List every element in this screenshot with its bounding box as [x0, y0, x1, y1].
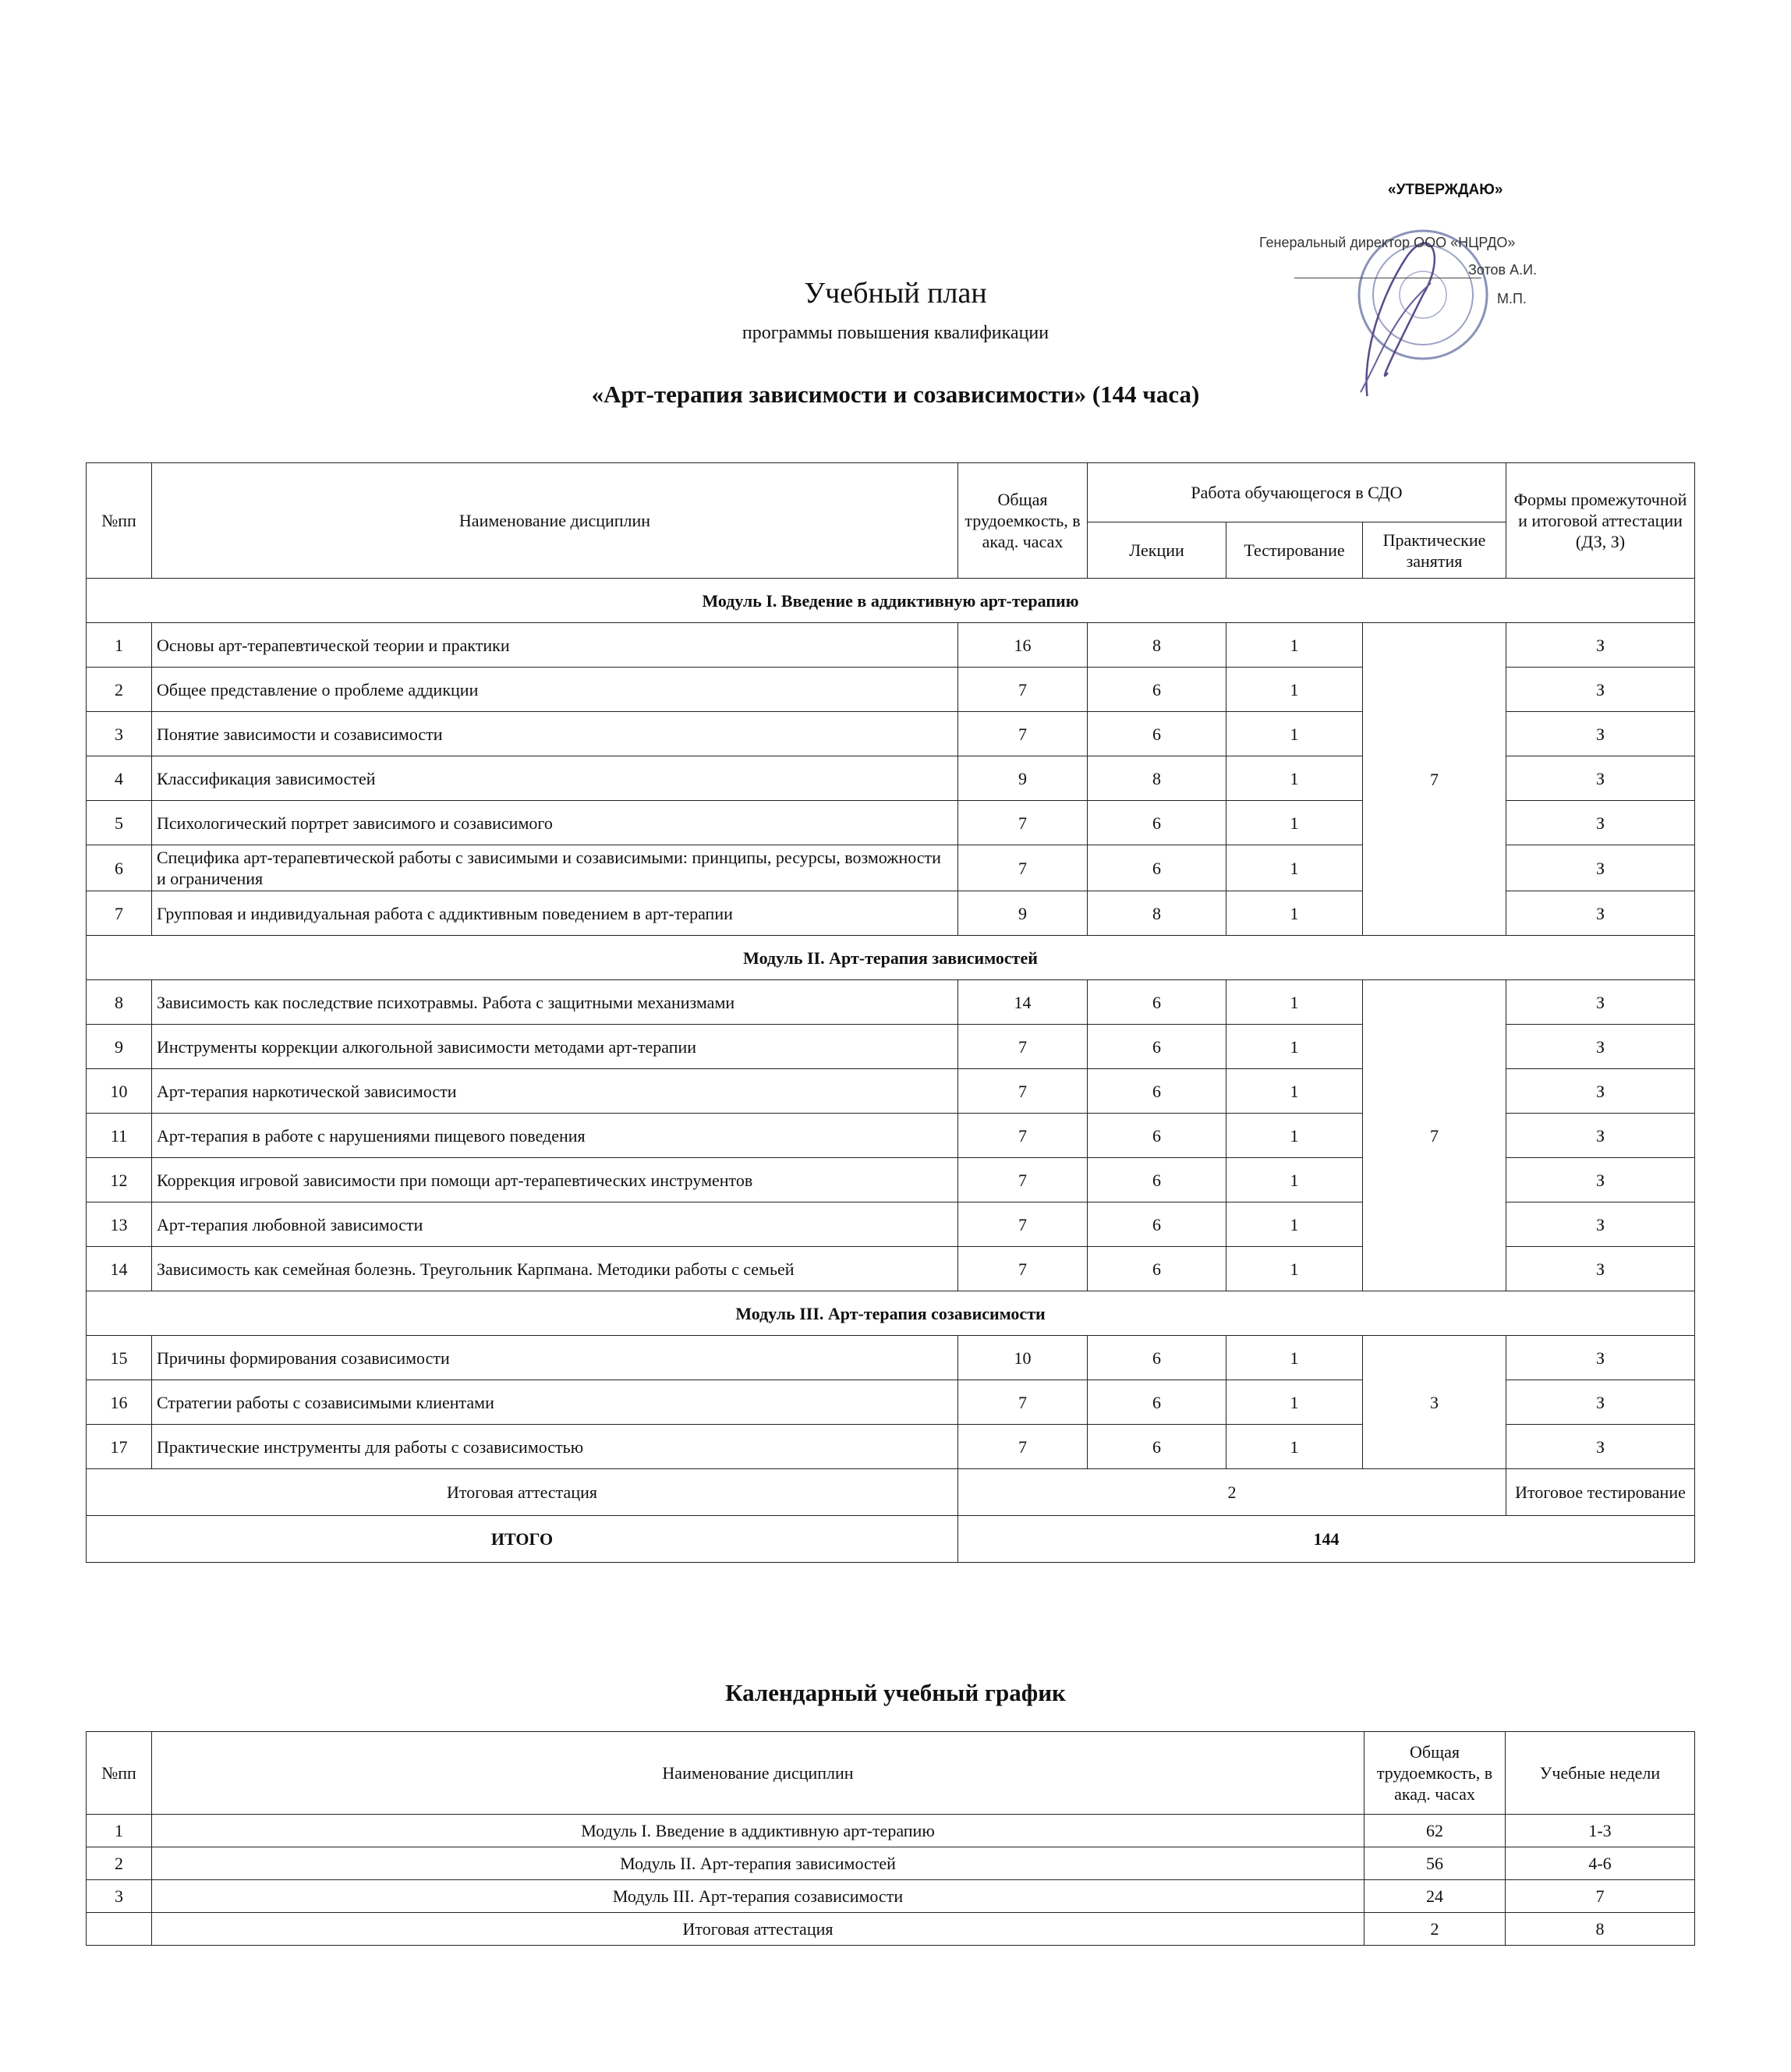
- form-cell: З: [1506, 845, 1695, 891]
- total-hours-cell: 7: [958, 668, 1088, 712]
- table-row: [87, 1880, 1695, 1913]
- document-title: Учебный план: [804, 277, 987, 310]
- form-cell: З: [1506, 1380, 1695, 1425]
- row-number: 11: [87, 1114, 152, 1158]
- testing-cell: 1: [1226, 891, 1363, 936]
- table-row: [87, 1847, 1695, 1880]
- approve-name: Зотов А.И.: [1468, 262, 1538, 278]
- testing-cell: 1: [1226, 1202, 1363, 1247]
- lectures-cell: 6: [1088, 1025, 1226, 1069]
- cal-weeks: 4-6: [1506, 1847, 1695, 1880]
- calendar-body: [87, 1815, 1695, 1946]
- row-number: 3: [87, 712, 152, 756]
- row-number: 13: [87, 1202, 152, 1247]
- form-cell: З: [1506, 1336, 1695, 1380]
- lectures-cell: 6: [1088, 1114, 1226, 1158]
- table-row: [87, 1336, 1695, 1380]
- table-row: [87, 980, 1695, 1025]
- lectures-cell: 8: [1088, 756, 1226, 801]
- practice-cell: 3: [1363, 1336, 1506, 1469]
- testing-cell: 1: [1226, 712, 1363, 756]
- lectures-cell: 6: [1088, 1202, 1226, 1247]
- curriculum-body: [87, 579, 1695, 1469]
- lectures-cell: 6: [1088, 980, 1226, 1025]
- final-label: Итоговая аттестация: [87, 1469, 958, 1516]
- header-practice: Практические занятия: [1363, 522, 1506, 579]
- discipline-name: Зависимость как последствие психотравмы. Работа с защитными механизмами: [152, 980, 958, 1025]
- cal-row-number: 2: [87, 1847, 152, 1880]
- table-row: [87, 1913, 1695, 1946]
- discipline-name: Причины формирования созависимости: [152, 1336, 958, 1380]
- cal-hours: 24: [1364, 1880, 1506, 1913]
- curriculum-table: [86, 462, 1695, 1563]
- discipline-name: Арт-терапия в работе с нарушениями пищевого поведения: [152, 1114, 958, 1158]
- discipline-name: Арт-терапия любовной зависимости: [152, 1202, 958, 1247]
- header-work: Работа обучающегося в СДО: [1088, 463, 1506, 522]
- testing-cell: 1: [1226, 845, 1363, 891]
- testing-cell: 1: [1226, 668, 1363, 712]
- form-cell: З: [1506, 980, 1695, 1025]
- form-cell: З: [1506, 1158, 1695, 1202]
- form-cell: З: [1506, 1069, 1695, 1114]
- calendar-table: [86, 1731, 1695, 1946]
- total-hours-cell: 7: [958, 1158, 1088, 1202]
- cal-row-number: [87, 1913, 152, 1946]
- cal-weeks: 7: [1506, 1880, 1695, 1913]
- header-num: №пп: [87, 463, 152, 579]
- testing-cell: 1: [1226, 1425, 1363, 1469]
- form-cell: З: [1506, 668, 1695, 712]
- total-hours-cell: 7: [958, 1425, 1088, 1469]
- total-hours-cell: 7: [958, 845, 1088, 891]
- final-form: Итоговое тестирование: [1506, 1469, 1695, 1516]
- form-cell: З: [1506, 1202, 1695, 1247]
- total-hours-cell: 7: [958, 1202, 1088, 1247]
- form-cell: З: [1506, 801, 1695, 845]
- testing-cell: 1: [1226, 1380, 1363, 1425]
- discipline-name: Классификация зависимостей: [152, 756, 958, 801]
- testing-cell: 1: [1226, 1158, 1363, 1202]
- total-hours-cell: 7: [958, 1380, 1088, 1425]
- lectures-cell: 6: [1088, 1158, 1226, 1202]
- total-hours-cell: 7: [958, 1025, 1088, 1069]
- header-total: Общая трудоемкость, в акад. часах: [958, 463, 1088, 579]
- program-title: «Арт-терапия зависимости и созависимости» (144 часа): [591, 381, 1200, 408]
- form-cell: З: [1506, 1247, 1695, 1291]
- discipline-name: Групповая и индивидуальная работа с аддиктивным поведением в арт-терапии: [152, 891, 958, 936]
- lectures-cell: 6: [1088, 712, 1226, 756]
- cal-weeks: 8: [1506, 1913, 1695, 1946]
- row-number: 12: [87, 1158, 152, 1202]
- module-title: Модуль I. Введение в аддиктивную арт-терапию: [87, 579, 1695, 623]
- practice-cell: 7: [1363, 980, 1506, 1291]
- form-cell: З: [1506, 891, 1695, 936]
- header-testing: Тестирование: [1226, 522, 1363, 579]
- header-forms: Формы промежуточной и итоговой аттестации (ДЗ, З): [1506, 463, 1695, 579]
- cal-row-number: 1: [87, 1815, 152, 1847]
- row-number: 10: [87, 1069, 152, 1114]
- discipline-name: Основы арт-терапевтической теории и практики: [152, 623, 958, 668]
- total-hours-cell: 7: [958, 1247, 1088, 1291]
- total-label: ИТОГО: [87, 1516, 958, 1563]
- lectures-cell: 6: [1088, 1247, 1226, 1291]
- lectures-cell: 6: [1088, 668, 1226, 712]
- total-hours-cell: 14: [958, 980, 1088, 1025]
- total-hours-cell: 7: [958, 1114, 1088, 1158]
- cal-header-total: Общая трудоемкость, в акад. часах: [1364, 1732, 1506, 1815]
- document-subtitle: программы повышения квалификации: [742, 323, 1049, 343]
- header-name: Наименование дисциплин: [152, 463, 958, 579]
- cal-module-name: Итоговая аттестация: [152, 1913, 1364, 1946]
- module-title: Модуль II. Арт-терапия зависимостей: [87, 936, 1695, 980]
- cal-module-name: Модуль III. Арт-терапия созависимости: [152, 1880, 1364, 1913]
- lectures-cell: 6: [1088, 1336, 1226, 1380]
- total-hours-cell: 16: [958, 623, 1088, 668]
- lectures-cell: 8: [1088, 891, 1226, 936]
- discipline-name: Общее представление о проблеме аддикции: [152, 668, 958, 712]
- testing-cell: 1: [1226, 623, 1363, 668]
- cal-row-number: 3: [87, 1880, 152, 1913]
- form-cell: З: [1506, 756, 1695, 801]
- row-number: 6: [87, 845, 152, 891]
- discipline-name: Коррекция игровой зависимости при помощи арт-терапевтических инструментов: [152, 1158, 958, 1202]
- cal-module-name: Модуль I. Введение в аддиктивную арт-терапию: [152, 1815, 1364, 1847]
- form-cell: З: [1506, 1025, 1695, 1069]
- total-hours-cell: 7: [958, 1069, 1088, 1114]
- lectures-cell: 6: [1088, 1380, 1226, 1425]
- cal-header-weeks: Учебные недели: [1506, 1732, 1695, 1815]
- discipline-name: Арт-терапия наркотической зависимости: [152, 1069, 958, 1114]
- discipline-name: Понятие зависимости и созависимости: [152, 712, 958, 756]
- testing-cell: 1: [1226, 980, 1363, 1025]
- row-number: 4: [87, 756, 152, 801]
- discipline-name: Стратегии работы с созависимыми клиентами: [152, 1380, 958, 1425]
- testing-cell: 1: [1226, 1247, 1363, 1291]
- row-number: 14: [87, 1247, 152, 1291]
- row-number: 9: [87, 1025, 152, 1069]
- row-number: 5: [87, 801, 152, 845]
- calendar-title: Календарный учебный график: [725, 1679, 1066, 1706]
- row-number: 17: [87, 1425, 152, 1469]
- discipline-name: Психологический портрет зависимого и созависимого: [152, 801, 958, 845]
- form-cell: З: [1506, 1114, 1695, 1158]
- cal-module-name: Модуль II. Арт-терапия зависимостей: [152, 1847, 1364, 1880]
- row-number: 1: [87, 623, 152, 668]
- cal-hours: 2: [1364, 1913, 1506, 1946]
- form-cell: З: [1506, 623, 1695, 668]
- module-title: Модуль III. Арт-терапия созависимости: [87, 1291, 1695, 1336]
- cal-weeks: 1-3: [1506, 1815, 1695, 1847]
- final-hours: 2: [958, 1469, 1506, 1516]
- lectures-cell: 6: [1088, 801, 1226, 845]
- testing-cell: 1: [1226, 1069, 1363, 1114]
- testing-cell: 1: [1226, 801, 1363, 845]
- approve-seal-place: М.П.: [1497, 291, 1527, 306]
- discipline-name: Практические инструменты для работы с созависимостью: [152, 1425, 958, 1469]
- total-hours: 144: [958, 1516, 1695, 1563]
- total-hours-cell: 7: [958, 801, 1088, 845]
- lectures-cell: 6: [1088, 1425, 1226, 1469]
- total-hours-cell: 7: [958, 712, 1088, 756]
- header-lectures: Лекции: [1088, 522, 1226, 579]
- approve-title: «УТВЕРЖДАЮ»: [1388, 182, 1503, 198]
- cal-header-num: №пп: [87, 1732, 152, 1815]
- lectures-cell: 6: [1088, 845, 1226, 891]
- cal-hours: 62: [1364, 1815, 1506, 1847]
- testing-cell: 1: [1226, 1336, 1363, 1380]
- cal-hours: 56: [1364, 1847, 1506, 1880]
- table-row: [87, 623, 1695, 668]
- discipline-name: Специфика арт-терапевтической работы с зависимыми и созависимыми: принципы, ресурсы, возможности и ограничения: [152, 845, 958, 891]
- testing-cell: 1: [1226, 1025, 1363, 1069]
- lectures-cell: 8: [1088, 623, 1226, 668]
- table-row: [87, 1815, 1695, 1847]
- lectures-cell: 6: [1088, 1069, 1226, 1114]
- form-cell: З: [1506, 712, 1695, 756]
- total-hours-cell: 10: [958, 1336, 1088, 1380]
- discipline-name: Зависимость как семейная болезнь. Треугольник Карпмана. Методики работы с семьей: [152, 1247, 958, 1291]
- row-number: 7: [87, 891, 152, 936]
- approve-position: Генеральный директор ООО «НЦРДО»: [1259, 235, 1516, 250]
- practice-cell: 7: [1363, 623, 1506, 936]
- total-hours-cell: 9: [958, 756, 1088, 801]
- row-number: 2: [87, 668, 152, 712]
- form-cell: З: [1506, 1425, 1695, 1469]
- total-hours-cell: 9: [958, 891, 1088, 936]
- row-number: 15: [87, 1336, 152, 1380]
- testing-cell: 1: [1226, 1114, 1363, 1158]
- row-number: 8: [87, 980, 152, 1025]
- discipline-name: Инструменты коррекции алкогольной зависимости методами арт-терапии: [152, 1025, 958, 1069]
- cal-header-name: Наименование дисциплин: [152, 1732, 1364, 1815]
- testing-cell: 1: [1226, 756, 1363, 801]
- row-number: 16: [87, 1380, 152, 1425]
